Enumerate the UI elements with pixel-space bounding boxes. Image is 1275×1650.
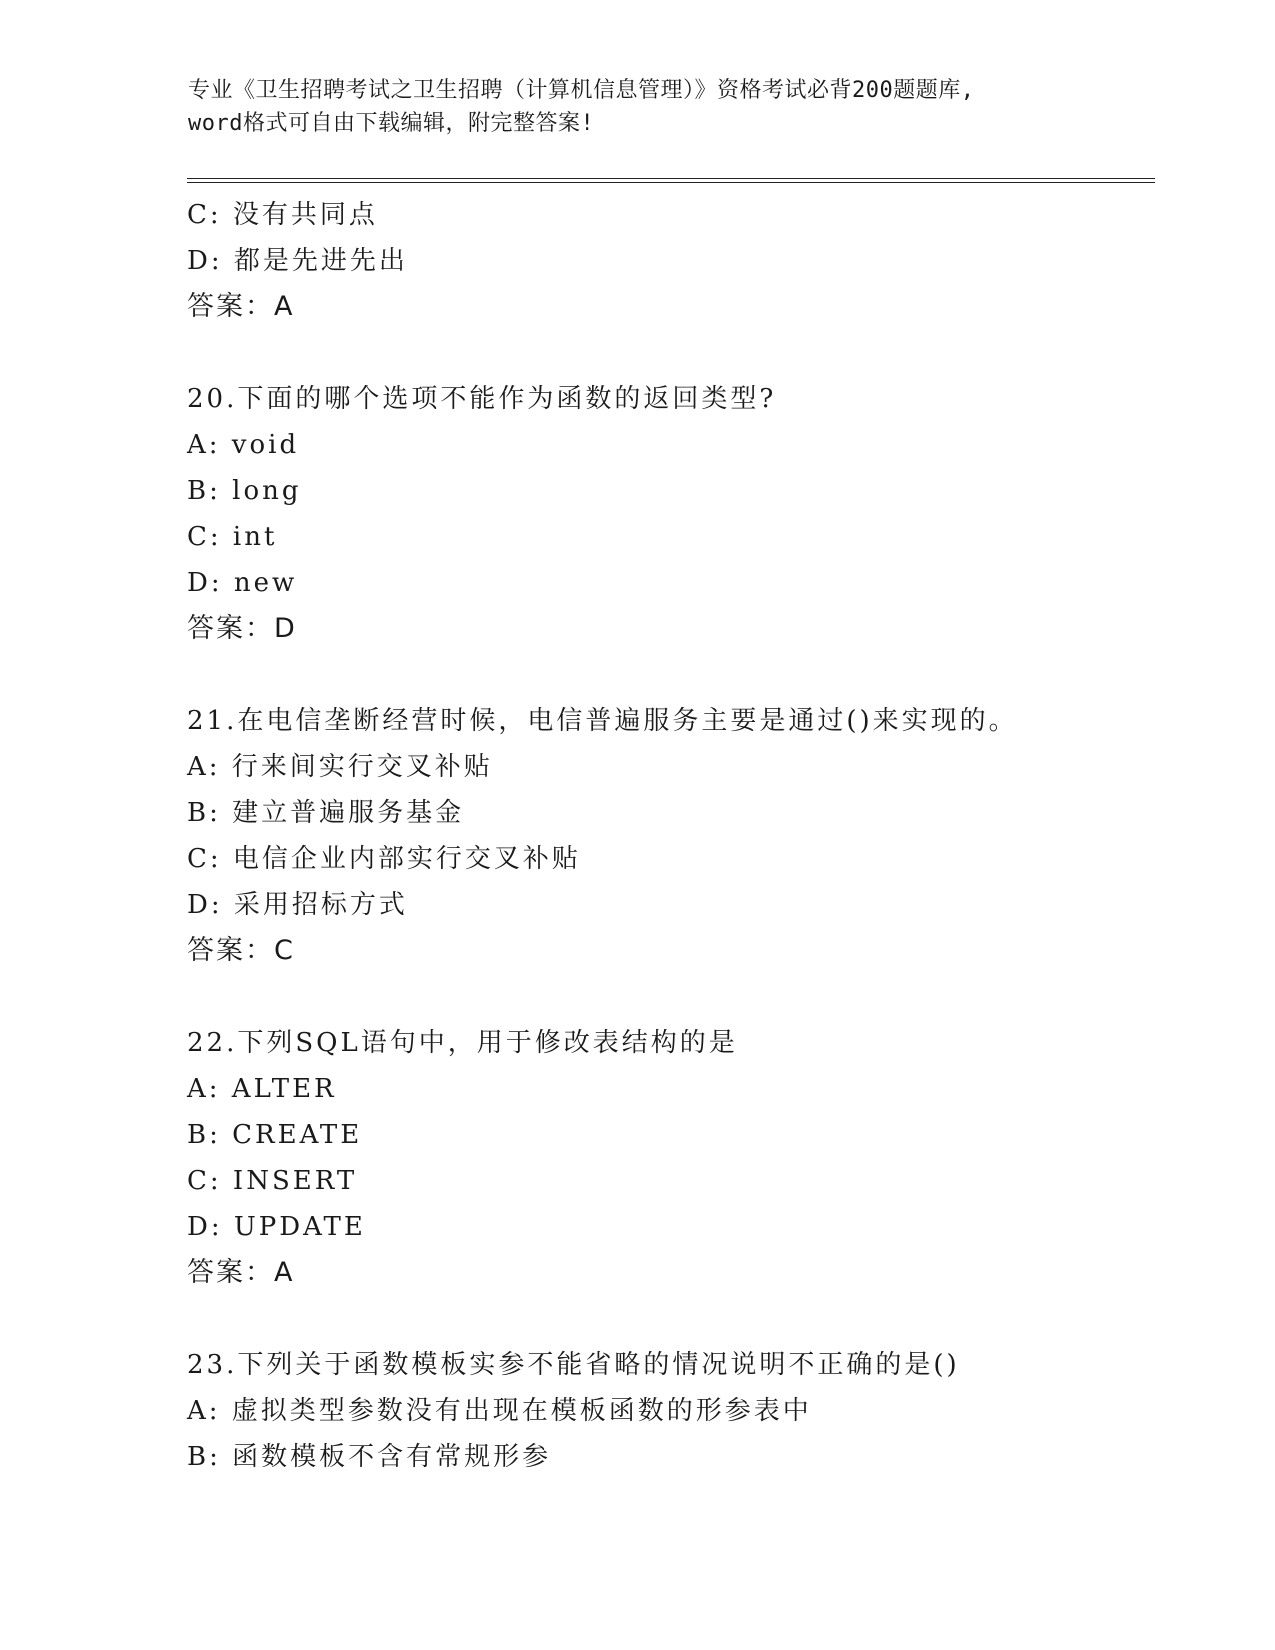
option-line: C: INSERT <box>187 1166 358 1196</box>
document-header <box>188 74 1108 140</box>
question-20 <box>187 376 1155 652</box>
question-22 <box>187 1020 1155 1296</box>
header-line-1: 专业《卫生招聘考试之卫生招聘（计算机信息管理）》资格考试必背200题题库, <box>188 78 975 103</box>
option-line: A: void <box>187 430 300 460</box>
option-line: D: 都是先进先出 <box>187 246 408 276</box>
question-list <box>187 192 1155 1480</box>
question-23 <box>187 1342 1155 1480</box>
option-line: C: 没有共同点 <box>187 200 378 230</box>
option-line: A: ALTER <box>187 1074 337 1104</box>
prev-question-tail <box>187 192 1155 330</box>
answer-line: 答案：A <box>187 291 295 322</box>
header-double-rule <box>187 178 1155 183</box>
option-line: B: 建立普遍服务基金 <box>187 798 465 828</box>
spacer <box>187 1296 1155 1342</box>
option-line: B: CREATE <box>187 1120 363 1150</box>
option-line: C: int <box>187 522 278 552</box>
answer-line: 答案：D <box>187 613 297 644</box>
question-stem: 20.下面的哪个选项不能作为函数的返回类型? <box>187 384 777 414</box>
option-line: D: new <box>187 568 298 598</box>
option-line: A: 行来间实行交叉补贴 <box>187 752 493 782</box>
answer-line: 答案：A <box>187 1257 295 1288</box>
question-stem: 22.下列SQL语句中，用于修改表结构的是 <box>187 1028 738 1058</box>
option-line: D: UPDATE <box>187 1212 366 1242</box>
spacer <box>187 652 1155 698</box>
question-21 <box>187 698 1155 974</box>
option-line: C: 电信企业内部实行交叉补贴 <box>187 844 581 874</box>
question-stem: 21.在电信垄断经营时候，电信普遍服务主要是通过()来实现的。 <box>187 706 1018 736</box>
spacer <box>187 974 1155 1020</box>
spacer <box>187 330 1155 376</box>
option-line: A: 虚拟类型参数没有出现在模板函数的形参表中 <box>187 1396 812 1426</box>
answer-line: 答案：C <box>187 935 295 966</box>
option-line: B: long <box>187 476 302 506</box>
option-line: D: 采用招标方式 <box>187 890 408 920</box>
header-line-2: word格式可自由下载编辑，附完整答案! <box>188 111 595 136</box>
question-stem: 23.下列关于函数模板实参不能省略的情况说明不正确的是() <box>187 1350 960 1380</box>
option-line: B: 函数模板不含有常规形参 <box>187 1442 552 1472</box>
